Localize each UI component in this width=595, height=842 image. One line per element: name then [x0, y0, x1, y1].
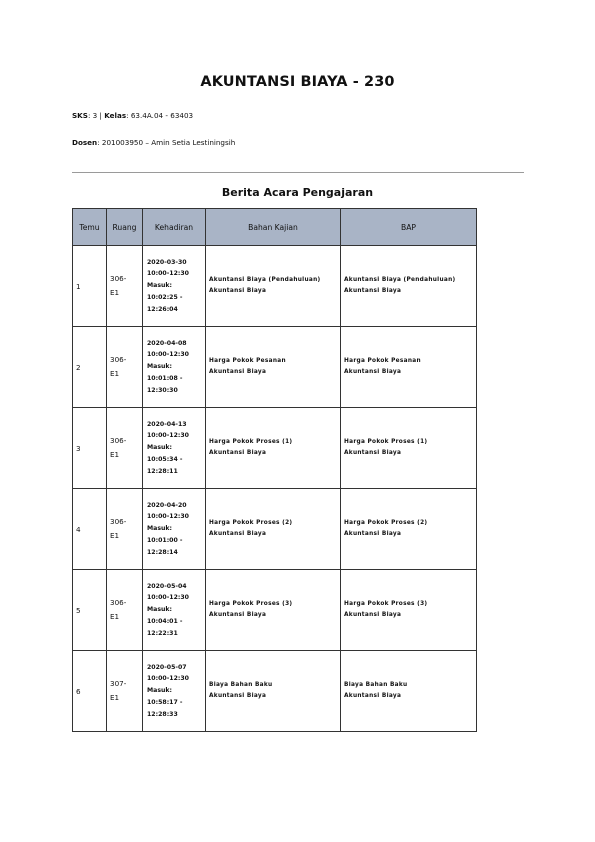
kehadiran-line: 10:00-12:30 — [147, 351, 189, 359]
kehadiran-line: 2020-04-20 — [147, 501, 187, 509]
kehadiran-line: Masuk: — [147, 525, 173, 533]
cell-bap — [341, 246, 477, 327]
cell-bahan-kajian — [206, 570, 341, 651]
header-bap: BAP — [341, 209, 477, 246]
cell-ruang — [107, 408, 143, 489]
cell-ruang — [107, 570, 143, 651]
header-bahan-kajian: Bahan Kajian — [206, 209, 341, 246]
cell-bap — [341, 408, 477, 489]
cell-temu: 6 — [73, 651, 107, 732]
cell-kehadiran — [143, 246, 206, 327]
dosen-value: : 201003950 – Amin Setia Lestiningsih — [97, 138, 236, 147]
kehadiran-line: 12:28:11 — [147, 467, 178, 475]
bap-line: Harga Pokok Proses (1) — [344, 439, 428, 445]
ruang-line: 306- — [110, 598, 127, 607]
bap-line: Harga Pokok Pesanan — [344, 358, 421, 364]
kehadiran-line: Masuk: — [147, 444, 173, 452]
kehadiran-line: 10:01:08 - — [147, 374, 183, 382]
cell-temu: 2 — [73, 327, 107, 408]
kelas-value: : 63.4A.04 - 63403 — [126, 111, 194, 120]
cell-bap — [341, 651, 477, 732]
horizontal-divider — [72, 172, 524, 173]
cell-bahan-kajian — [206, 489, 341, 570]
cell-temu: 5 — [73, 570, 107, 651]
bahan-line: Akuntansi Biaya — [209, 288, 267, 294]
teaching-report-table — [72, 208, 477, 732]
bahan-line: Harga Pokok Proses (2) — [209, 520, 293, 526]
cell-kehadiran — [143, 408, 206, 489]
cell-kehadiran — [143, 489, 206, 570]
kehadiran-line: 2020-04-13 — [147, 420, 187, 428]
kehadiran-line: 10:00-12:30 — [147, 594, 189, 602]
cell-bap — [341, 327, 477, 408]
cell-temu: 3 — [73, 408, 107, 489]
kehadiran-line: 2020-05-07 — [147, 663, 187, 671]
cell-bap — [341, 570, 477, 651]
cell-ruang — [107, 246, 143, 327]
bahan-line: Harga Pokok Pesanan — [209, 358, 286, 364]
table-row — [73, 246, 477, 327]
cell-bahan-kajian — [206, 327, 341, 408]
bap-line: Akuntansi Biaya — [344, 288, 402, 294]
kelas-label: Kelas — [104, 111, 127, 120]
kehadiran-line: 12:22:31 — [147, 629, 178, 637]
kehadiran-line: 10:00-12:30 — [147, 432, 189, 440]
cell-ruang — [107, 489, 143, 570]
bap-line: Biaya Bahan Baku — [344, 682, 408, 688]
cell-kehadiran — [143, 651, 206, 732]
table-body — [73, 246, 477, 732]
bahan-line: Harga Pokok Proses (1) — [209, 439, 293, 445]
header-ruang: Ruang — [107, 209, 143, 246]
kehadiran-line: 10:02:25 - — [147, 293, 183, 301]
lecturer-info-line — [72, 138, 235, 147]
section-title: Berita Acara Pengajaran — [221, 186, 374, 199]
bahan-line: Akuntansi Biaya — [209, 612, 267, 618]
ruang-line: E1 — [110, 369, 120, 378]
table-header-row — [73, 209, 477, 246]
bahan-line: Akuntansi Biaya — [209, 450, 267, 456]
ruang-line: E1 — [110, 531, 120, 540]
kehadiran-line: 10:58:17 - — [147, 698, 183, 706]
cell-bahan-kajian — [206, 246, 341, 327]
kehadiran-line: 12:30:30 — [147, 386, 178, 394]
kehadiran-line: 2020-05-04 — [147, 582, 187, 590]
ruang-line: 306- — [110, 517, 127, 526]
cell-kehadiran — [143, 327, 206, 408]
table-row — [73, 327, 477, 408]
bap-line: Harga Pokok Proses (3) — [344, 601, 428, 607]
course-info-line — [72, 111, 193, 120]
header-kehadiran: Kehadiran — [143, 209, 206, 246]
dosen-label: Dosen — [72, 138, 98, 147]
kehadiran-line: 12:28:14 — [147, 548, 178, 556]
bahan-line: Akuntansi Biaya — [209, 531, 267, 537]
bap-line: Harga Pokok Proses (2) — [344, 520, 428, 526]
bap-line: Akuntansi Biaya (Pendahuluan) — [344, 277, 456, 283]
kehadiran-line: 12:26:04 — [147, 305, 178, 313]
kehadiran-line: 10:00-12:30 — [147, 675, 189, 683]
ruang-line: 306- — [110, 355, 127, 364]
bap-line: Akuntansi Biaya — [344, 612, 402, 618]
header-temu: Temu — [73, 209, 107, 246]
sks-label: SKS — [72, 111, 88, 120]
kehadiran-line: 12:28:33 — [147, 710, 178, 718]
kehadiran-line: Masuk: — [147, 282, 173, 290]
cell-temu: 4 — [73, 489, 107, 570]
kehadiran-line: Masuk: — [147, 363, 173, 371]
bahan-line: Biaya Bahan Baku — [209, 682, 273, 688]
kehadiran-line: Masuk: — [147, 687, 173, 695]
cell-temu: 1 — [73, 246, 107, 327]
ruang-line: 306- — [110, 436, 127, 445]
bahan-line: Akuntansi Biaya (Pendahuluan) — [209, 277, 321, 283]
table-row — [73, 489, 477, 570]
bap-line: Akuntansi Biaya — [344, 531, 402, 537]
kehadiran-line: 2020-03-30 — [147, 258, 187, 266]
table-row — [73, 651, 477, 732]
sks-value: : 3 | — [87, 111, 102, 120]
bap-line: Akuntansi Biaya — [344, 693, 402, 699]
table-row — [73, 570, 477, 651]
kehadiran-line: 2020-04-08 — [147, 339, 187, 347]
ruang-line: E1 — [110, 450, 120, 459]
bahan-line: Akuntansi Biaya — [209, 693, 267, 699]
ruang-line: 307- — [110, 679, 127, 688]
ruang-line: E1 — [110, 693, 120, 702]
cell-ruang — [107, 651, 143, 732]
cell-kehadiran — [143, 570, 206, 651]
cell-bahan-kajian — [206, 408, 341, 489]
bap-line: Akuntansi Biaya — [344, 369, 402, 375]
cell-bahan-kajian — [206, 651, 341, 732]
cell-ruang — [107, 327, 143, 408]
bahan-line: Harga Pokok Proses (3) — [209, 601, 293, 607]
bahan-line: Akuntansi Biaya — [209, 369, 267, 375]
ruang-line: 306- — [110, 274, 127, 283]
bap-line: Akuntansi Biaya — [344, 450, 402, 456]
kehadiran-line: 10:00-12:30 — [147, 270, 189, 278]
document-title: AKUNTANSI BIAYA - 230 — [200, 74, 395, 90]
kehadiran-line: 10:05:34 - — [147, 455, 183, 463]
kehadiran-line: 10:04:01 - — [147, 617, 183, 625]
kehadiran-line: 10:00-12:30 — [147, 513, 189, 521]
ruang-line: E1 — [110, 612, 120, 621]
kehadiran-line: 10:01:00 - — [147, 536, 183, 544]
ruang-line: E1 — [110, 288, 120, 297]
kehadiran-line: Masuk: — [147, 606, 173, 614]
cell-bap — [341, 489, 477, 570]
table-row — [73, 408, 477, 489]
